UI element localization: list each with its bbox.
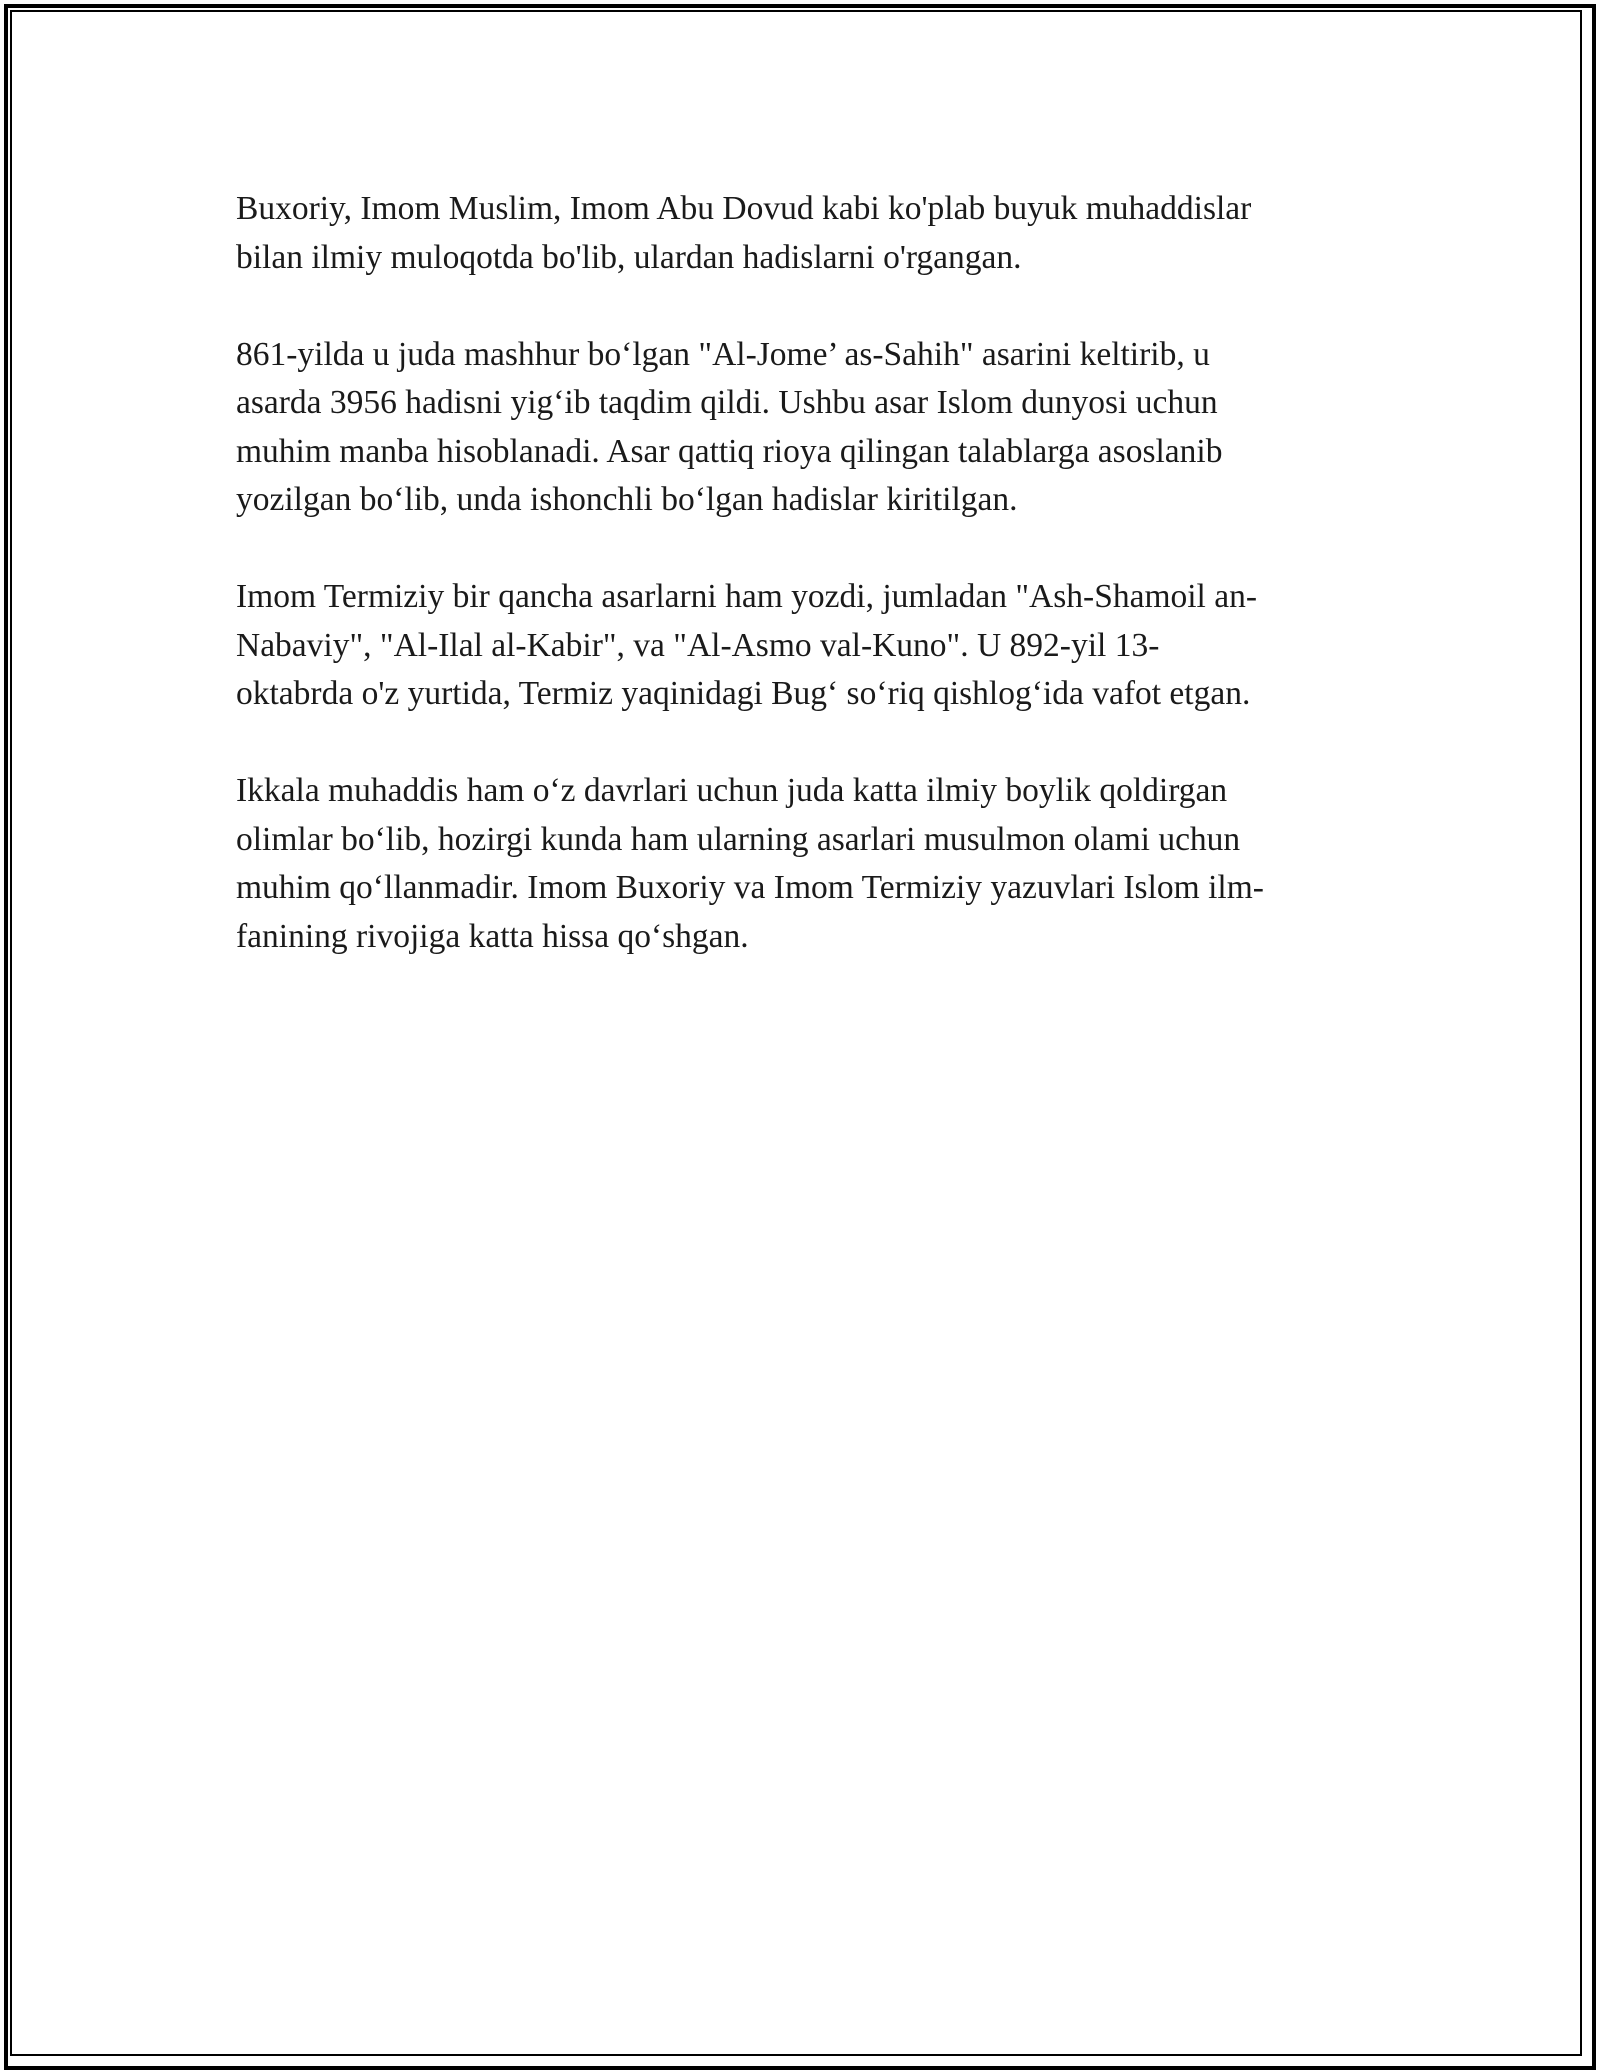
paragraph-2 bbox=[236, 331, 1376, 525]
text-line: fanining rivojiga katta hissa qoʻshgan. bbox=[236, 917, 749, 955]
text-line: yozilgan boʻlib, unda ishonchli boʻlgan hadislar kiritilgan. bbox=[236, 481, 1018, 518]
text-line: bilan ilmiy muloqotda bo'lib, ulardan hadislarni o'rgangan. bbox=[236, 238, 1022, 276]
text-line: muhim manba hisoblanadi. Asar qattiq rioya qilingan talablarga asoslanib bbox=[236, 432, 1223, 470]
text-line: oktabrda o'z yurtida, Termiz yaqinidagi Bugʻ soʻriq qishlogʻida vafot etgan. bbox=[236, 675, 1251, 712]
text-line: Imom Termiziy bir qancha asarlarni ham yozdi, jumladan "Ash-Shamoil an- bbox=[236, 578, 1258, 615]
text-line: Buxoriy, Imom Muslim, Imom Abu Dovud kabi ko'plab buyuk muhaddislar bbox=[236, 190, 1252, 227]
document-body bbox=[236, 185, 1376, 1010]
paragraph-1 bbox=[236, 185, 1376, 282]
text-line: Nabaviy", "Al-Ilal al-Kabir", va "Al-Asmo val-Kuno". U 892-yil 13- bbox=[236, 626, 1160, 664]
text-line: muhim qoʻllanmadir. Imom Buxoriy va Imom Termiziy yazuvlari Islom ilm- bbox=[236, 869, 1264, 906]
text-line: olimlar boʻlib, hozirgi kunda ham ularning asarlari musulmon olami uchun bbox=[236, 820, 1241, 858]
text-line: Ikkala muhaddis ham oʻz davrlari uchun juda katta ilmiy boylik qoldirgan bbox=[236, 772, 1228, 809]
paragraph-3 bbox=[236, 573, 1376, 719]
text-line: asarda 3956 hadisni yigʻib taqdim qildi. Ushbu asar Islom dunyosi uchun bbox=[236, 384, 1218, 421]
text-line: 861-yilda u juda mashhur boʻlgan "Al-Jome’ as-Sahih" asarini keltirib, u bbox=[236, 335, 1210, 373]
paragraph-4 bbox=[236, 767, 1376, 961]
